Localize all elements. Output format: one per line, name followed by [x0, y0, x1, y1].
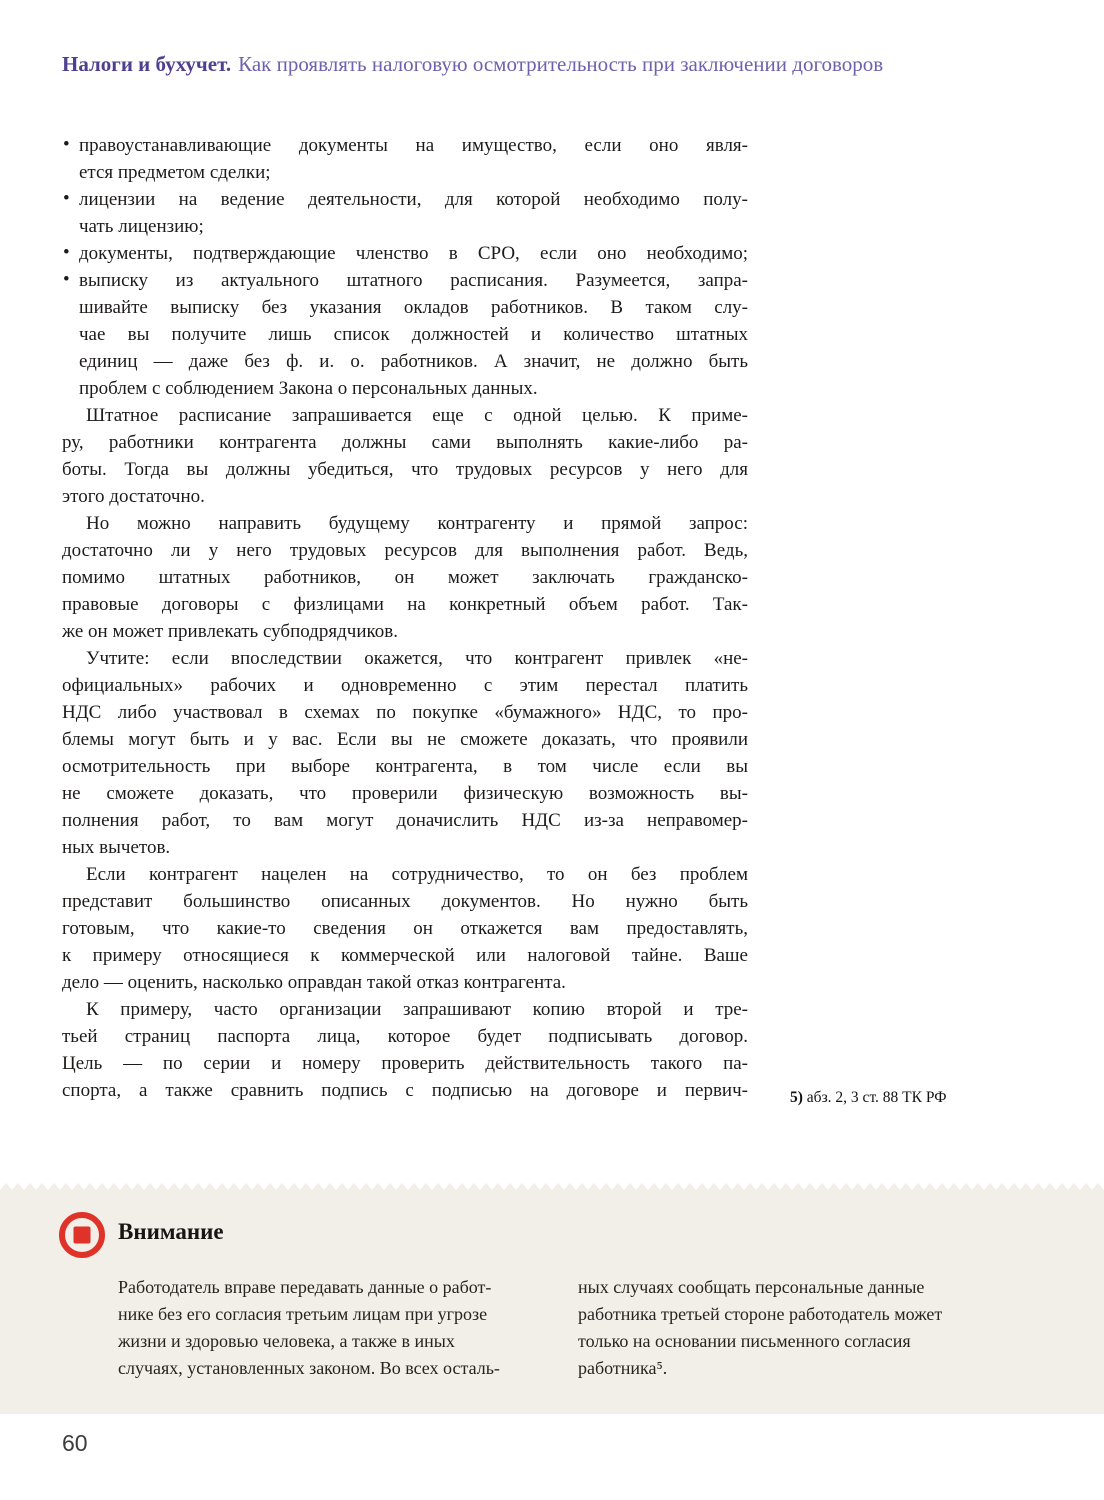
callout-text-line: жизни и здоровью человека, а также в иных — [118, 1331, 455, 1351]
text-line — [62, 942, 748, 969]
text-line-content: правовые договоры с физлицами на конкретный объем работ. Так- — [62, 594, 748, 615]
text-line — [62, 510, 748, 537]
text-line-content: осмотрительность при выборе контрагента, в том числе если вы — [62, 756, 748, 777]
text-line-content: правоустанавливающие документы на имущество, если оно явля- — [79, 135, 748, 156]
text-line — [62, 537, 748, 564]
footnote-reference — [790, 1089, 946, 1107]
text-line-content: Учтите: если впоследствии окажется, что контрагент привлек «не- — [86, 648, 748, 669]
text-line-content: Цель — по серии и номеру проверить действительность такого па- — [62, 1053, 748, 1074]
text-line — [62, 618, 748, 645]
text-line-content: к примеру относящиеся к коммерческой или налоговой тайне. Ваше — [62, 945, 748, 966]
callout-text-line: ных случаях сообщать персональные данные — [578, 1277, 925, 1297]
text-line — [62, 996, 748, 1023]
text-line — [62, 402, 748, 429]
text-line — [62, 375, 748, 402]
text-line — [62, 348, 748, 375]
text-line-content: единиц — даже без ф. и. о. работников. А значит, не должно быть — [79, 351, 748, 372]
callout-text-line: работника третьей стороне работодатель может — [578, 1304, 943, 1324]
section-label: Налоги и бухучет. — [62, 52, 232, 76]
text-line — [62, 429, 748, 456]
text-line — [62, 132, 748, 159]
text-line — [62, 915, 748, 942]
text-line — [62, 1050, 748, 1077]
text-line — [62, 699, 748, 726]
text-line-content: шивайте выписку без указания окладов работников. В таком слу- — [79, 297, 748, 318]
text-line-content: НДС либо участвовал в схемах по покупке «бумажного» НДС, то про- — [62, 702, 748, 723]
text-line-content: официальных» рабочих и одновременно с этим перестал платить — [62, 675, 748, 696]
text-line-content: выписку из актуального штатного расписания. Разумеется, запра- — [79, 270, 748, 291]
text-line-content: достаточно ли у него трудовых ресурсов для выполнения работ. Ведь, — [62, 540, 748, 561]
page-header — [62, 52, 1074, 77]
torn-edge-decoration — [0, 1183, 1104, 1190]
text-line-content: Штатное расписание запрашивается еще с одной целью. К приме- — [86, 405, 748, 426]
article-body — [62, 132, 748, 1104]
text-line-content: готовым, что какие-то сведения он откажется вам предоставлять, — [62, 918, 748, 939]
text-line — [62, 753, 748, 780]
text-line — [62, 186, 748, 213]
text-line — [62, 483, 748, 510]
text-line-content: Если контрагент нацелен на сотрудничество, то он без проблем — [86, 864, 748, 885]
article-title: Как проявлять налоговую осмотрительность при заключении договоров — [238, 52, 884, 76]
text-line-content: чае вы получите лишь список должностей и количество штатных — [79, 324, 748, 345]
text-line — [62, 240, 748, 267]
text-line-content: ру, работники контрагента должны сами выполнять какие-либо ра- — [62, 432, 748, 453]
footnote-text: абз. 2, 3 ст. 88 ТК РФ — [806, 1089, 947, 1106]
text-line — [62, 294, 748, 321]
text-line — [62, 780, 748, 807]
text-line — [62, 807, 748, 834]
text-line-content: же он может привлекать субподрядчиков. — [62, 621, 398, 642]
bullet-icon: • — [63, 134, 70, 155]
text-line — [62, 456, 748, 483]
text-line — [62, 861, 748, 888]
text-line-content: чать лицензию; — [79, 216, 204, 237]
text-line-content: К примеру, часто организации запрашивают копию второй и тре- — [86, 999, 748, 1020]
text-line — [62, 888, 748, 915]
text-line-content: не сможете доказать, что проверили физическую возможность вы- — [62, 783, 748, 804]
text-line-content: документы, подтверждающие членство в СРО, если оно необходимо; — [79, 243, 748, 264]
text-line-content: ется предметом сделки; — [79, 162, 271, 183]
footnote-number: 5) — [790, 1089, 803, 1106]
text-line — [62, 672, 748, 699]
text-line — [62, 321, 748, 348]
text-line-content: боты. Тогда вы должны убедиться, что трудовых ресурсов у него для — [62, 459, 748, 480]
callout-text-line: только на основании письменного согласия — [578, 1331, 911, 1351]
text-line-content: ных вычетов. — [62, 837, 171, 858]
bullet-icon: • — [63, 242, 70, 263]
bullet-icon: • — [63, 188, 70, 209]
bullet-icon: • — [63, 269, 70, 290]
page-number: 60 — [62, 1430, 88, 1456]
text-line — [62, 213, 748, 240]
text-line — [62, 726, 748, 753]
text-line-content: дело — оценить, насколько оправдан такой отказ контрагента. — [62, 972, 566, 993]
callout-column-right — [578, 1274, 1030, 1382]
text-line — [62, 834, 748, 861]
callout-text-line: работника⁵. — [578, 1358, 668, 1378]
text-line-content: представит большинство описанных документов. Но нужно быть — [62, 891, 748, 912]
callout-column-left — [118, 1274, 570, 1382]
text-line-content: лицензии на ведение деятельности, для которой необходимо полу- — [79, 189, 748, 210]
text-line-content: тьей страниц паспорта лица, которое будет подписывать договор. — [62, 1026, 748, 1047]
callout-text-line: Работодатель вправе передавать данные о работ- — [118, 1277, 492, 1297]
text-line-content: этого достаточно. — [62, 486, 205, 507]
text-line — [62, 159, 748, 186]
text-line-content: помимо штатных работников, он может заключать гражданско- — [62, 567, 748, 588]
text-line — [62, 969, 748, 996]
text-line — [62, 267, 748, 294]
text-line — [62, 591, 748, 618]
text-line-content: спорта, а также сравнить подпись с подписью на договоре и первич- — [62, 1080, 748, 1101]
attention-icon — [59, 1212, 105, 1258]
callout-text-line: нике без его согласия третьим лицам при угрозе — [118, 1304, 488, 1324]
text-line — [62, 645, 748, 672]
callout-text-line: случаях, установленных законом. Во всех осталь- — [118, 1358, 500, 1378]
text-line-content: блемы могут быть и у вас. Если вы не сможете доказать, что проявили — [62, 729, 748, 750]
text-line — [62, 1023, 748, 1050]
text-line-content: Но можно направить будущему контрагенту и прямой запрос: — [86, 513, 748, 534]
text-line-content: полнения работ, то вам могут доначислить НДС из-за неправомер- — [62, 810, 748, 831]
text-line — [62, 564, 748, 591]
text-line-content: проблем с соблюдением Закона о персональных данных. — [79, 378, 538, 399]
text-line — [62, 1077, 748, 1104]
attention-callout — [0, 1183, 1104, 1414]
callout-title: Внимание — [118, 1219, 224, 1244]
